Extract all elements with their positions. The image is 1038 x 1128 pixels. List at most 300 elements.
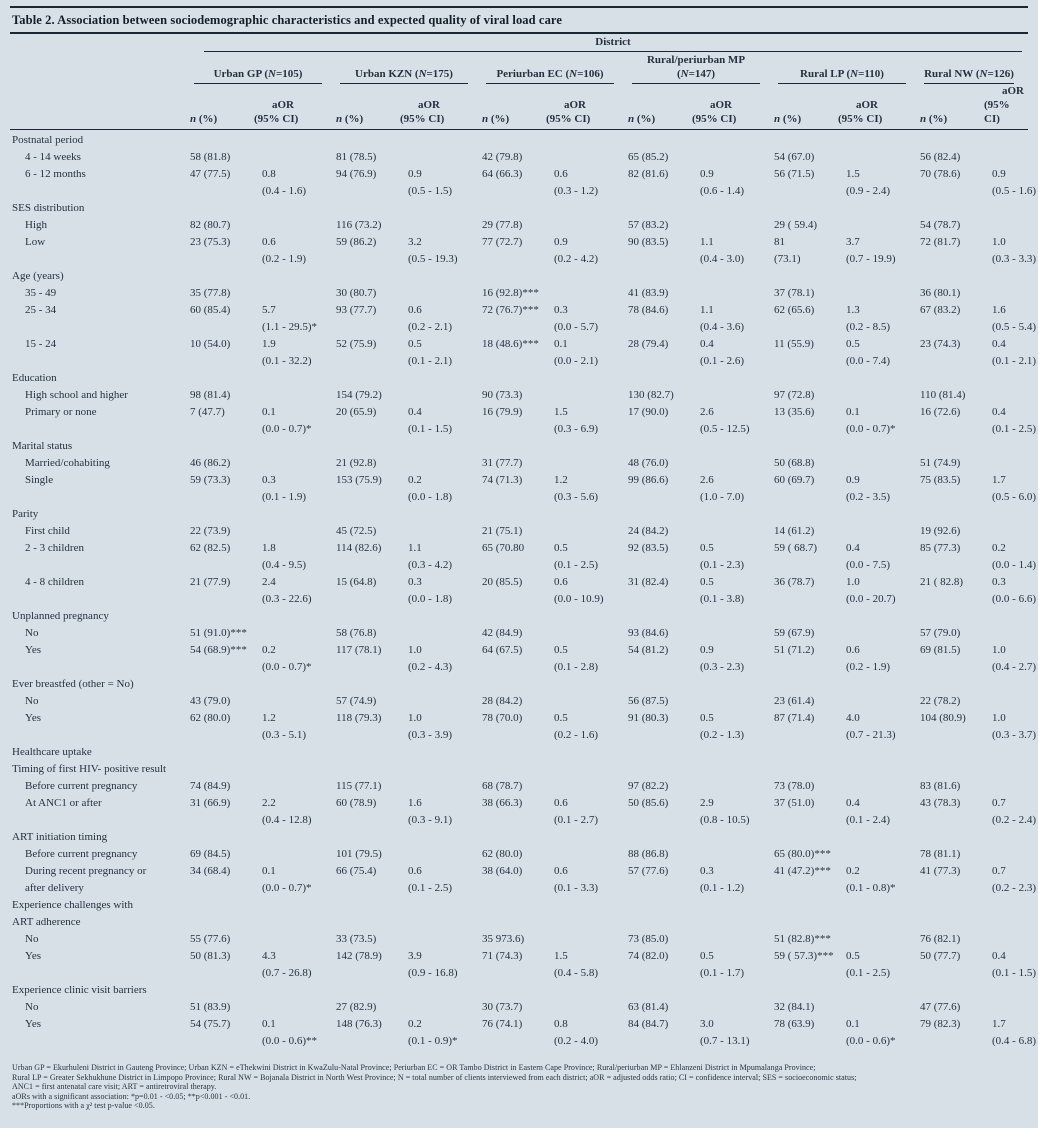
n-pct-cell-2: 76 (74.1) [482,1018,523,1030]
aor-ci-cell-0 [254,149,336,166]
n-pct-cell-0: 69 (84.5) [190,848,231,860]
n-pct-cell-5: 22 (78.2) [920,695,961,707]
aor-ci-cell-0 [254,999,336,1016]
aor-ci-cell-0: 5.7 (1.1 - 29.5)* [262,304,317,333]
aor-ci-cell-0: 0.1 (0.0 - 0.7)* [262,865,312,894]
n-pct-cell-4: 59 (67.9) [774,627,815,639]
row-label: Before current pregnancy [25,848,138,860]
aor-ci-cell-2 [546,455,628,472]
n-pct-cell-3: 93 (84.6) [628,627,669,639]
aor-ci-cell-1: 0.2 (0.0 - 1.8) [408,474,452,503]
table-row [10,285,1028,302]
group-header-rural-nw: Rural NW (N=126) [920,52,1028,84]
section-row [10,130,1028,150]
aor-ci-cell-5 [984,149,1028,166]
n-pct-cell-5: 78 (81.1) [920,848,961,860]
aor-ci-cell-1: 1.1 (0.3 - 4.2) [408,542,452,571]
aor-ci-cell-5 [984,778,1028,795]
section-row [10,744,1028,761]
table-row [10,574,1028,608]
n-pct-cell-5: 79 (82.3) [920,1018,961,1030]
aor-ci-cell-4 [838,455,920,472]
table-row [10,336,1028,370]
n-pct-cell-0: 47 (77.5) [190,168,231,180]
section-label: Postnatal period [12,134,84,146]
subheader-row [10,84,1028,130]
aor-ci-cell-4: 1.5 (0.9 - 2.4) [846,168,890,197]
row-label: No [25,695,39,707]
n-pct-cell-1: 116 (73.2) [336,219,382,231]
aor-ci-cell-1 [400,846,482,863]
aor-ci-cell-5: 0.4 (0.1 - 2.5) [992,406,1036,435]
group-header-urban-gp: Urban GP (N=105) [190,52,336,84]
aor-ci-cell-3 [692,778,774,795]
n-pct-cell-3: 28 (79.4) [628,338,669,350]
n-pct-cell-2: 90 (73.3) [482,389,523,401]
aor-ci-cell-5 [984,217,1028,234]
aor-ci-cell-1 [400,455,482,472]
table-row [10,778,1028,795]
aor-ci-cell-2 [546,778,628,795]
aor-ci-cell-3: 0.3 (0.1 - 1.2) [700,865,744,894]
n-pct-cell-4: 41 (47.2)*** [774,865,831,877]
aor-ci-cell-1: 0.6 (0.2 - 2.1) [408,304,452,333]
aor-ci-cell-2 [546,693,628,710]
aor-ci-cell-1: 1.0 (0.3 - 3.9) [408,712,452,741]
row-label: Before current pregnancy [25,780,138,792]
aor-ci-cell-0: 4.3 (0.7 - 26.8) [262,950,312,979]
n-pct-cell-2: 38 (66.3) [482,797,523,809]
n-pct-cell-5: 47 (77.6) [920,1001,961,1013]
aor-ci-cell-4: 0.4 (0.0 - 7.5) [846,542,890,571]
aor-ci-cell-5: 1.7 (0.4 - 6.8) [992,1018,1036,1047]
n-pct-cell-2: 29 (77.8) [482,219,523,231]
n-pct-cell-4: 81 (73.1) [774,236,801,265]
aor-ci-cell-1: 0.6 (0.1 - 2.5) [408,865,452,894]
footnote-line: Rural LP = Greater Sekhukhune District in Limpopo Province; Rural NW = Bojanala District in North West Province; N = total number of clients interviewed from each district; aOR = adjusted odds ratio; CI = confidence interval; SES = socioeconomic status; [12,1072,857,1082]
n-pct-cell-5: 23 (74.3) [920,338,961,350]
n-col-header: n (%) [628,84,692,130]
aor-ci-cell-1: 1.0 (0.2 - 4.3) [408,644,452,673]
district-header [190,34,1028,52]
aor-ci-cell-4 [838,285,920,302]
section-label: Experience clinic visit barriers [12,984,147,996]
n-pct-cell-1: 101 (79.5) [336,848,382,860]
aor-ci-cell-3 [692,693,774,710]
aor-ci-cell-1: 1.6 (0.3 - 9.1) [408,797,452,826]
n-pct-cell-1: 33 (73.5) [336,933,377,945]
aor-ci-cell-4: 0.2 (0.1 - 0.8)* [846,865,896,894]
aor-ci-cell-5: 1.7 (0.5 - 6.0) [992,474,1036,503]
n-pct-cell-0: 34 (68.4) [190,865,231,877]
n-pct-cell-3: 41 (83.9) [628,287,669,299]
section-row [10,608,1028,625]
n-pct-cell-5: 56 (82.4) [920,151,961,163]
table-row [10,234,1028,268]
n-pct-cell-1: 60 (78.9) [336,797,377,809]
aor-ci-cell-2 [546,387,628,404]
aor-ci-cell-2 [546,285,628,302]
aor-ci-cell-1: 3.2 (0.5 - 19.3) [408,236,458,265]
aor-ci-cell-1 [400,778,482,795]
section-label: Healthcare uptake [12,746,92,758]
n-pct-cell-0: 59 (73.3) [190,474,231,486]
n-pct-cell-1: 20 (65.9) [336,406,377,418]
table-row [10,863,1028,897]
n-pct-cell-0: 46 (86.2) [190,457,231,469]
aor-col-header: aOR (95% CI) [546,84,628,130]
section-label: ART initiation timing [12,831,108,843]
aor-ci-cell-0: 2.2 (0.4 - 12.8) [262,797,312,826]
n-pct-cell-1: 154 (79.2) [336,389,382,401]
n-pct-cell-4: 59 ( 57.3)*** [774,950,834,962]
table-row [10,472,1028,506]
n-pct-cell-4: 29 ( 59.4) [774,219,818,231]
aor-ci-cell-3 [692,846,774,863]
n-pct-cell-0: 98 (81.4) [190,389,231,401]
aor-ci-cell-0 [254,387,336,404]
aor-ci-cell-1 [400,625,482,642]
aor-ci-cell-3: 1.1 (0.4 - 3.0) [700,236,744,265]
n-pct-cell-5: 76 (82.1) [920,933,961,945]
table-row [10,540,1028,574]
n-pct-cell-0: 43 (79.0) [190,695,231,707]
row-label: First child [25,525,70,537]
label-column-spacer [10,52,190,84]
aor-ci-cell-3: 2.6 (0.5 - 12.5) [700,406,750,435]
n-pct-cell-4: 23 (61.4) [774,695,815,707]
aor-ci-cell-1 [400,387,482,404]
aor-ci-cell-3: 0.5 (0.2 - 1.3) [700,712,744,741]
n-pct-cell-4: 14 (61.2) [774,525,815,537]
n-pct-cell-3: 50 (85.6) [628,797,669,809]
aor-ci-cell-1: 3.9 (0.9 - 16.8) [408,950,458,979]
n-pct-cell-4: 50 (68.8) [774,457,815,469]
aor-ci-cell-1 [400,285,482,302]
aor-ci-cell-2: 1.5 (0.3 - 6.9) [554,406,598,435]
n-pct-cell-1: 59 (86.2) [336,236,377,248]
aor-ci-cell-0 [254,285,336,302]
row-label: High [25,219,47,231]
aor-ci-cell-4: 0.5 (0.1 - 2.5) [846,950,890,979]
aor-ci-cell-2 [546,931,628,948]
n-pct-cell-3: 24 (84.2) [628,525,669,537]
aor-ci-cell-3: 0.9 (0.6 - 1.4) [700,168,744,197]
row-label: Primary or none [25,406,97,418]
aor-col-header: aOR (95% CI) [254,84,336,130]
district-row [10,34,1028,52]
aor-ci-cell-0: 2.4 (0.3 - 22.6) [262,576,312,605]
section-row [10,761,1028,778]
table-row [10,931,1028,948]
aor-ci-cell-1 [400,523,482,540]
n-pct-cell-2: 20 (85.5) [482,576,523,588]
n-pct-cell-1: 94 (76.9) [336,168,377,180]
aor-ci-cell-4: 0.1 (0.0 - 0.7)* [846,406,896,435]
aor-ci-cell-3 [692,625,774,642]
label-column-spacer [10,34,190,52]
aor-ci-cell-3: 0.5 (0.1 - 3.8) [700,576,744,605]
n-pct-cell-0: 7 (47.7) [190,406,225,418]
n-pct-cell-1: 153 (75.9) [336,474,382,486]
aor-ci-cell-4: 0.6 (0.2 - 1.9) [846,644,890,673]
row-label: High school and higher [25,389,128,401]
row-label: 15 - 24 [25,338,57,350]
section-row [10,897,1028,931]
aor-ci-cell-5: 0.4 (0.1 - 2.1) [992,338,1036,367]
aor-ci-cell-1 [400,217,482,234]
n-pct-cell-5: 16 (72.6) [920,406,961,418]
aor-ci-cell-4 [838,387,920,404]
n-pct-cell-3: 65 (85.2) [628,151,669,163]
aor-ci-cell-3: 0.5 (0.1 - 2.3) [700,542,744,571]
section-label: Timing of first HIV- positive result [12,763,167,775]
aor-ci-cell-5: 0.2 (0.0 - 1.4) [992,542,1036,571]
aor-ci-cell-4 [838,778,920,795]
n-pct-cell-5: 67 (83.2) [920,304,961,316]
n-pct-cell-5: 21 ( 82.8) [920,576,964,588]
aor-ci-cell-0 [254,778,336,795]
aor-ci-cell-5 [984,285,1028,302]
aor-ci-cell-1: 0.3 (0.0 - 1.8) [408,576,452,605]
aor-ci-cell-4: 1.0 (0.0 - 20.7) [846,576,896,605]
aor-ci-cell-0 [254,693,336,710]
row-label: During recent pregnancy or after delivery [25,865,147,894]
n-pct-cell-5: 104 (80.9) [920,712,966,724]
n-pct-cell-1: 117 (78.1) [336,644,382,656]
aor-ci-cell-0: 0.3 (0.1 - 1.9) [262,474,306,503]
group-header-rural-periurban-mp: Rural/periurban MP (N=147) [628,52,774,84]
aor-ci-cell-5 [984,693,1028,710]
section-label: Experience challenges with ART adherence [12,899,133,928]
aor-ci-cell-1 [400,149,482,166]
aor-ci-cell-0: 0.2 (0.0 - 0.7)* [262,644,312,673]
n-pct-cell-0: 74 (84.9) [190,780,231,792]
group-header-urban-kzn: Urban KZN (N=175) [336,52,482,84]
n-pct-cell-1: 58 (76.8) [336,627,377,639]
aor-ci-cell-4 [838,217,920,234]
aor-ci-cell-2: 1.5 (0.4 - 5.8) [554,950,598,979]
aor-ci-cell-4: 0.9 (0.2 - 3.5) [846,474,890,503]
table-row [10,523,1028,540]
aor-ci-cell-3: 2.6 (1.0 - 7.0) [700,474,744,503]
n-pct-cell-1: 142 (78.9) [336,950,382,962]
section-label: Education [12,372,57,384]
table-row [10,217,1028,234]
row-label: 35 - 49 [25,287,57,299]
n-pct-cell-4: 51 (71.2) [774,644,815,656]
row-label: Low [25,236,46,248]
n-pct-cell-2: 31 (77.7) [482,457,523,469]
table-row [10,846,1028,863]
n-pct-cell-1: 15 (64.8) [336,576,377,588]
aor-ci-cell-4 [838,523,920,540]
aor-ci-cell-0 [254,523,336,540]
aor-col-header: aOR (95% CI) [838,84,920,130]
row-label: 6 - 12 months [25,168,86,180]
n-pct-cell-4: 37 (78.1) [774,287,815,299]
section-row [10,438,1028,455]
table-row [10,642,1028,676]
row-label: Yes [25,950,42,962]
aor-ci-cell-3 [692,285,774,302]
n-pct-cell-0: 62 (82.5) [190,542,231,554]
section-row [10,982,1028,999]
aor-ci-cell-0 [254,931,336,948]
aor-ci-cell-1 [400,999,482,1016]
aor-ci-cell-4 [838,693,920,710]
n-pct-cell-1: 45 (72.5) [336,525,377,537]
aor-ci-cell-0 [254,846,336,863]
table-row [10,166,1028,200]
n-pct-cell-2: 77 (72.7) [482,236,523,248]
aor-col-header: aOR (95% CI) [984,84,1028,130]
section-label: Ever breastfed (other = No) [12,678,134,690]
aor-ci-cell-5: 0.7 (0.2 - 2.3) [992,865,1036,894]
label-column-spacer [10,84,190,130]
aor-ci-cell-4 [838,999,920,1016]
table-row [10,455,1028,472]
n-pct-cell-2: 18 (48.6)*** [482,338,539,350]
n-pct-cell-5: 70 (78.6) [920,168,961,180]
aor-ci-cell-2: 0.1 (0.0 - 2.1) [554,338,598,367]
row-label: 2 - 3 children [25,542,84,554]
n-pct-cell-0: 58 (81.8) [190,151,231,163]
aor-ci-cell-1: 0.2 (0.1 - 0.9)* [408,1018,458,1047]
aor-ci-cell-2: 0.3 (0.0 - 5.7) [554,304,598,333]
row-label: Yes [25,1018,42,1030]
aor-ci-cell-2: 0.6 (0.1 - 2.7) [554,797,598,826]
n-col-header: n (%) [774,84,838,130]
aor-ci-cell-2: 0.9 (0.2 - 4.2) [554,236,598,265]
n-pct-cell-3: 57 (77.6) [628,865,669,877]
n-pct-cell-2: 28 (84.2) [482,695,523,707]
n-pct-cell-0: 54 (68.9)*** [190,644,247,656]
table-row [10,404,1028,438]
aor-ci-cell-2 [546,217,628,234]
n-pct-cell-2: 71 (74.3) [482,950,523,962]
table-row [10,302,1028,336]
n-pct-cell-3: 92 (83.5) [628,542,669,554]
row-label: 4 - 14 weeks [25,151,81,163]
table-row [10,625,1028,642]
section-row [10,676,1028,693]
n-pct-cell-4: 87 (71.4) [774,712,815,724]
aor-ci-cell-4: 0.5 (0.0 - 7.4) [846,338,890,367]
association-table [10,34,1036,1050]
footnote-line: ***Proportions with a χ² test p-value <0.05. [12,1101,155,1111]
n-pct-cell-4: 78 (63.9) [774,1018,815,1030]
aor-ci-cell-2: 0.5 (0.2 - 1.6) [554,712,598,741]
table-row [10,999,1028,1016]
aor-ci-cell-5: 1.0 (0.3 - 3.7) [992,712,1036,741]
n-pct-cell-0: 35 (77.8) [190,287,231,299]
aor-ci-cell-3 [692,149,774,166]
aor-ci-cell-3: 1.1 (0.4 - 3.6) [700,304,744,333]
aor-ci-cell-5 [984,625,1028,642]
aor-ci-cell-1: 0.4 (0.1 - 1.5) [408,406,452,435]
aor-ci-cell-2 [546,625,628,642]
n-pct-cell-5: 57 (79.0) [920,627,961,639]
n-pct-cell-5: 110 (81.4) [920,389,966,401]
n-pct-cell-0: 62 (80.0) [190,712,231,724]
aor-ci-cell-5 [984,846,1028,863]
row-label: Yes [25,644,42,656]
table-row [10,693,1028,710]
n-pct-cell-3: 130 (82.7) [628,389,674,401]
section-row [10,829,1028,846]
n-pct-cell-0: 50 (81.3) [190,950,231,962]
aor-ci-cell-1 [400,931,482,948]
aor-ci-cell-4: 0.1 (0.0 - 0.6)* [846,1018,896,1047]
n-pct-cell-3: 82 (81.6) [628,168,669,180]
aor-ci-cell-3: 0.5 (0.1 - 1.7) [700,950,744,979]
row-label: Yes [25,712,42,724]
aor-ci-cell-5 [984,931,1028,948]
n-pct-cell-5: 36 (80.1) [920,287,961,299]
n-pct-cell-3: 17 (90.0) [628,406,669,418]
aor-ci-cell-3 [692,455,774,472]
aor-ci-cell-3 [692,217,774,234]
aor-ci-cell-0 [254,625,336,642]
n-pct-cell-3: 57 (83.2) [628,219,669,231]
table-row [10,387,1028,404]
section-row [10,200,1028,217]
n-pct-cell-3: 48 (76.0) [628,457,669,469]
aor-ci-cell-2 [546,149,628,166]
section-label: SES distribution [12,202,85,214]
aor-ci-cell-2: 0.6 (0.0 - 10.9) [554,576,604,605]
n-pct-cell-2: 74 (71.3) [482,474,523,486]
aor-ci-cell-5: 1.0 (0.4 - 2.7) [992,644,1036,673]
n-pct-cell-4: 54 (67.0) [774,151,815,163]
n-pct-cell-2: 21 (75.1) [482,525,523,537]
n-pct-cell-3: 56 (87.5) [628,695,669,707]
n-pct-cell-1: 21 (92.8) [336,457,377,469]
aor-ci-cell-4 [838,625,920,642]
table-title: Table 2. Association between sociodemographic characteristics and expected quality of viral load care [12,13,562,27]
n-pct-cell-2: 16 (92.8)*** [482,287,539,299]
n-pct-cell-2: 64 (67.5) [482,644,523,656]
table-row [10,149,1028,166]
aor-ci-cell-5 [984,455,1028,472]
n-pct-cell-3: 91 (80.3) [628,712,669,724]
aor-ci-cell-0 [254,217,336,234]
n-pct-cell-4: 62 (65.6) [774,304,815,316]
n-pct-cell-5: 43 (78.3) [920,797,961,809]
section-row [10,268,1028,285]
aor-ci-cell-4 [838,846,920,863]
n-pct-cell-0: 21 (77.9) [190,576,231,588]
n-pct-cell-3: 63 (81.4) [628,1001,669,1013]
aor-ci-cell-4 [838,149,920,166]
group-header-rural-lp: Rural LP (N=110) [774,52,920,84]
n-pct-cell-5: 85 (77.3) [920,542,961,554]
n-pct-cell-5: 41 (77.3) [920,865,961,877]
row-label: Single [25,474,54,486]
aor-ci-cell-2: 0.6 (0.1 - 3.3) [554,865,598,894]
aor-ci-cell-2 [546,523,628,540]
aor-ci-cell-5: 1.0 (0.3 - 3.3) [992,236,1036,265]
n-pct-cell-3: 31 (82.4) [628,576,669,588]
n-pct-cell-4: 51 (82.8)*** [774,933,831,945]
n-pct-cell-3: 99 (86.6) [628,474,669,486]
group-header-row [10,52,1028,84]
n-col-header: n (%) [336,84,400,130]
aor-col-header: aOR (95% CI) [692,84,774,130]
aor-ci-cell-1: 0.5 (0.1 - 2.1) [408,338,452,367]
n-pct-cell-1: 114 (82.6) [336,542,382,554]
